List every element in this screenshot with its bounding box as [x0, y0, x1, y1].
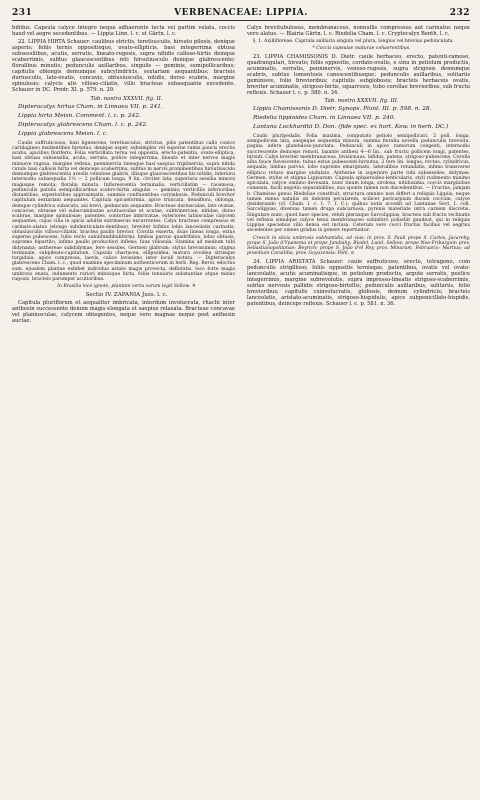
- page-header: [12, 8, 470, 21]
- section-heading: Sectio IV. ZAPANIA Juss. l. c.: [85, 291, 168, 298]
- species-22-plate: Tab. nostra XXXVII. fig. II.: [90, 95, 163, 102]
- synonym: Lippia Chamissonis D. Dietr. Synops. Plant. III. p. 598. n. 28.: [253, 105, 432, 112]
- species-22-diagnosis: [12, 39, 235, 93]
- species-23-habitat: Crescit in silvis umbrosis subhumidis, ad vias: in prov. S. Pauli prope S. Carlos, Jacarehy, prope S. João d'Ypanema et prope Jundiahy: Riedel, Lund, Sellow; prope Neo-Friburgum prov. Sebastianopolitanae: Beyrich; prope S. João d'el Rey prov. Minarum, Februario: Martius; ad praedium Caruitiba, prov. Goyazensis: Pohl. ⊙: [247, 235, 470, 257]
- species-23-title: 23. LIPPIA CHAMISSONIS D. Dietr.: [253, 53, 356, 60]
- genus-continuation: bifidus. Capsula calyce integro neque adhaerente tecta vel partim velata, coccis haud vel aegre secedentibus. — Lippia Linn. l. c. et Gärtn. l. c.: [12, 25, 235, 38]
- subsection-heading: §. 1. Axillifloreae. Capitula axillaria singula vel plura, longius vel brevius pedunculata.: [253, 39, 454, 45]
- right-column: [247, 25, 470, 326]
- species-22-habitat: In Brasilia loco ignoto, plantam vertu varum legit Sellow. ♃: [57, 284, 196, 290]
- page-number-right: 232: [449, 8, 470, 18]
- synonym: Lantana Lockhardtii D. Don. (fide spec. ex hort. Kew. in herb. DC.): [253, 123, 449, 130]
- synonym: Lippia hirta Meisn. Comment. l. c. p. 242.: [18, 112, 141, 119]
- synonym: Riedelia lippioides Cham. in Linnaea VII. p. 240.: [253, 114, 396, 121]
- running-title: VERBENACEAE: LIPPIA.: [174, 8, 308, 18]
- species-22-description: Caulis suffruticosus, basi lignescens, teretiusculus, strictus, pilis patentibus callo conico cartilagineo insidentibus hirsutus, denique asper, subsimplex vel superne ramis paucis erectis acutis, apicibus floriferis. Folia verticillata terna vel opposita, erecto-patentia, ovato-elliptica, basi obtusa subsessilia, acuta, serrata, pollice integerrima, lineata et inter nervos magis minusve rugosa, margine reflexa, penninervia tineaque basi saepius triplinervia, supra nitida cutulo basi callosis hirta vel deinceps scaberrima, subtus in nervis prominentibus hirsutiusculo demumque glabrescentia areolis venulose glabris, illisque glaucescentibus his nitidis; inferiora internodio subaequalia 1½ — 2 pollicum longa, 9 lin. circiter lata; superiora sessilia minora magisque remota; floralia minuta. Inflorescentia terminalis, verticillatim — racemosa; pedunculis patulis semipollicaribus scabro-hirtis singulis — geminis; verticillis inferioribus distantibus, superioribus approximatis, summis confluentibus corymbosis. Pedunculi breviter capitulum sextariam aequantes. Capitula spicaeformia, apice truncata, densiflora, oblonga, deinque cylindrica subacuta, axi brevi, pedunculo aequante. Bracteae duriusculae, late ovatae, concavae, obtusae vel subacuminatae acutiusculae et acutae, subtrinerviae, nitidae, dorso scabrae, margine spinulosae; patentes, contortae imbricatae, exteriores latiusculae calycem aequantes, cujus cilia in spicis adultis extrinsecus excurrentes. Calyx bracteae compressus et carinato-alatus (elongo subdenticulato-dentibus), breviter bifidus lobis lanceolatis carinatis, obtusiusculis villoso-ciliatis, bractea paullo brevior. Corolla exserta, duas lineas longa, extus superne pubescens, tubo recto subinfundibuliformi; limbus parvus quadrifidus, lobis obtusis, supremo bipartito, infimo paullo productiori inflexo; faux villosula. Stamina ad medium tubi didynama; anthereae subdidymae, fere sessiles. Germen glabrum; stylus brevissimus; stigma terminale, subpileato-capitatum. Capsula chartacea, ellipsoidea, matura ovoidea striisque turgidula, apice compressa, laevis, calice levissimo inter loculi notata. — Dipteracalyx glabrescens Cham. l. c.; quod examine speciminum authenticorum in herb. Reg. Berol. edoctus sum, ejusdem plantae exhibet individua astate magis provecta, defloratis, loco forte magis umbroso enata, indumento rariori minusque hirta, foliis tenuioris substantiae atque minus rugosis, bracteis parumper acutioribus.: [12, 140, 235, 283]
- page-number-left: 231: [12, 8, 33, 18]
- species-23-diagnosis: [247, 54, 470, 96]
- species-24-diagnosis: [247, 259, 470, 307]
- group-heading: * Coccis capsulae maturae cohaerentibus.: [312, 46, 411, 52]
- synonym: Dipteracalyx hirtus Cham. in Linnaea VII. p. 241.: [18, 103, 163, 110]
- species-22-text: caulibus strictis, teretiusculis, hirsuto pilosis, denique asperis; foliis ternis oppositisque, ovato-ellipticis, basi integerrima obtusa subsessilibus, acutis, serratis, lineato-rugosis, supra nitidis calloso-hirtis deinque scaberrimis, subtus glaucescentibus reti hirsutiusculo denique glabrescente; floralibus minutis; pedunculis axillaribus, singulis — geminis, semipollicaribus; capitulis oblongis demumque subcylindricis, sextariam aequantibus; bracteis duriusculis, lato-ovatis, concavis, obtusiusculis, nitidis, dorso scabris, margine spinulosis; calycis alis villoso-ciliatis, villo bracteas subaequante excedente. Schauer in DC. Prodr. XI. p. 579. n. 29.: [12, 39, 235, 94]
- synonym: Dipteracalyx glabrescens Cham. l. c. p. 242.: [18, 121, 148, 128]
- species-23-description: Caulis pluripedalis. Folia maxima, computato petiolo semipollicari, 2 poll. longa, semipollicem lata, saepeque sequentia minora, summa floralia novella pedunculis breviora, pagina infera glanduloso-punctata. Pedunculi in apice ramorum congesti, internodio succrescente deinceps remoti, laxante anthesi 4—6 lin., sub fructu pollicem longi, patentes, hirsuti. Calyx breviter membranaceus, bivisionaus, bifidus, patens, strigoso-pubescens. Corolla alba fauce flavescente; tubus extus pubescenti-hirsutus, 2 fere lin. longus, rectus, cylindricus, aequalis; limbus parvus, lobo supremo emarginato, lateralibus rotundatis, infimo transverse elliptico retuso margine undulato. Antherae in superiore parte tubi subsessiles, didymae. Germen, stylus et stigma Lippiarum. Capsula sphaeroideo-lenticularis, styli rudimento minimo apiculata, calyce omnino devexata, nunc tinum longa, sirolosa, nitidissima, coccis marginibus connexis, facili negotio separabilibus, sua sponte tamen non discedentibus. — Fructus, jamjam b. Chamisso genus Riedeliae constituit, structura omnino non differt a reliquis Lippiis; neque tamen minus nataliis ob indolem pecularem, scilicet pericarpium duram coccum, calyce desiderando (cf. Cham. l. c. t. 7. f. C.); quibus notis accedit ad Lantanae Sect. I. coll. Sarcolippias, diversas tamen drupa subcarnosa, pyrenis materiate intra carnem discretis. Singulare nunc, quod haec species, veluti plerasque Sarcolippias, bracteis sub fructu reclinatis vel reflexis simulque calyce tenui membranaceo subinfero poliodiir gaudeat, qui in reliquis Lippiae speciebus villo densa est inclusa. Ceterum vero cocci fructus facilius vel aegrius secedentes per omnes gradus in genere repertuntur.: [247, 133, 470, 234]
- synonym: Lippia glabrescens Meisn. l. c.: [18, 130, 108, 137]
- species-24-title: 24. LIPPIA ARISTATA Schauer:: [253, 258, 344, 265]
- left-column: [12, 25, 235, 326]
- section-continuation: Calyx brevitubulosus, membranaceus, nonnullis compressus aut carinatus neque vero alatus. — Blairia Gärtn. l. c. Riedelia Cham. l. c. Cryptocalyx Benth. l. c.: [247, 25, 470, 38]
- species-24-text: caule suffruticoso, erecto, tetragono, cum pedunculis strigilloso; foliis oppositis ternisque, patentibus, ovatis vel ovato-lanceolatis, acutis acuminatisque, in petiolum productis, argute serratis, postice integerrimis, margine subrevolutis, supra impresso-lineatis strigoso-scaberrimis, subtus nervosis pallidis strigoso-birtellis; pedunculis axillaribus, solitariis, folio brevioribus; capitulis cxinvolucratis, globosis, demum cylindricis; bracteis lanceolatis, aristato-acuminatis, strigoso-hispidulis, apice subpenicillato-hispidis, patentibus, deinceps reflexis. Schauer l. c. p. 581. n. 36.: [247, 258, 470, 308]
- book-page: [12, 8, 470, 792]
- species-23-plate: Tab. nostra XXXVII. fig. III.: [324, 97, 399, 104]
- section-description: Capitula pluriflorum et aequaliter imbricata, interdum involucrata, rhachi inter anthesin successente denum magis elongata et saepius relaxata. Bracteae concavae vel planiusculae, calycem obtegentes, neque vero magnae neque post anthesin auctae.: [12, 299, 235, 324]
- species-23-text: caule herbaceo, erecto, patenti-ramoso, quadrangulari, hirsuto; foliis oppositis, cordato-ovatis, e sinu in petiolum productis, acuminatis, serratis, penninervis, venoso-rugosis, supra strigosis demumque scabris, subtus tomentosis canescentibusque; pedunculis axillaribus, solitariis geminisve, folio brevioribus; capitulis subglobosis; bracteis herbaceis ovatis, breviter acuminatis, strigoso-hirtis, squarrosis, tubo corollae brevioribus, sub fructu reflexis. Schauer l. c. p. 580. n. 34.: [247, 53, 470, 96]
- species-22-title: 22. LIPPIA HIRTA Schauer:: [18, 39, 91, 46]
